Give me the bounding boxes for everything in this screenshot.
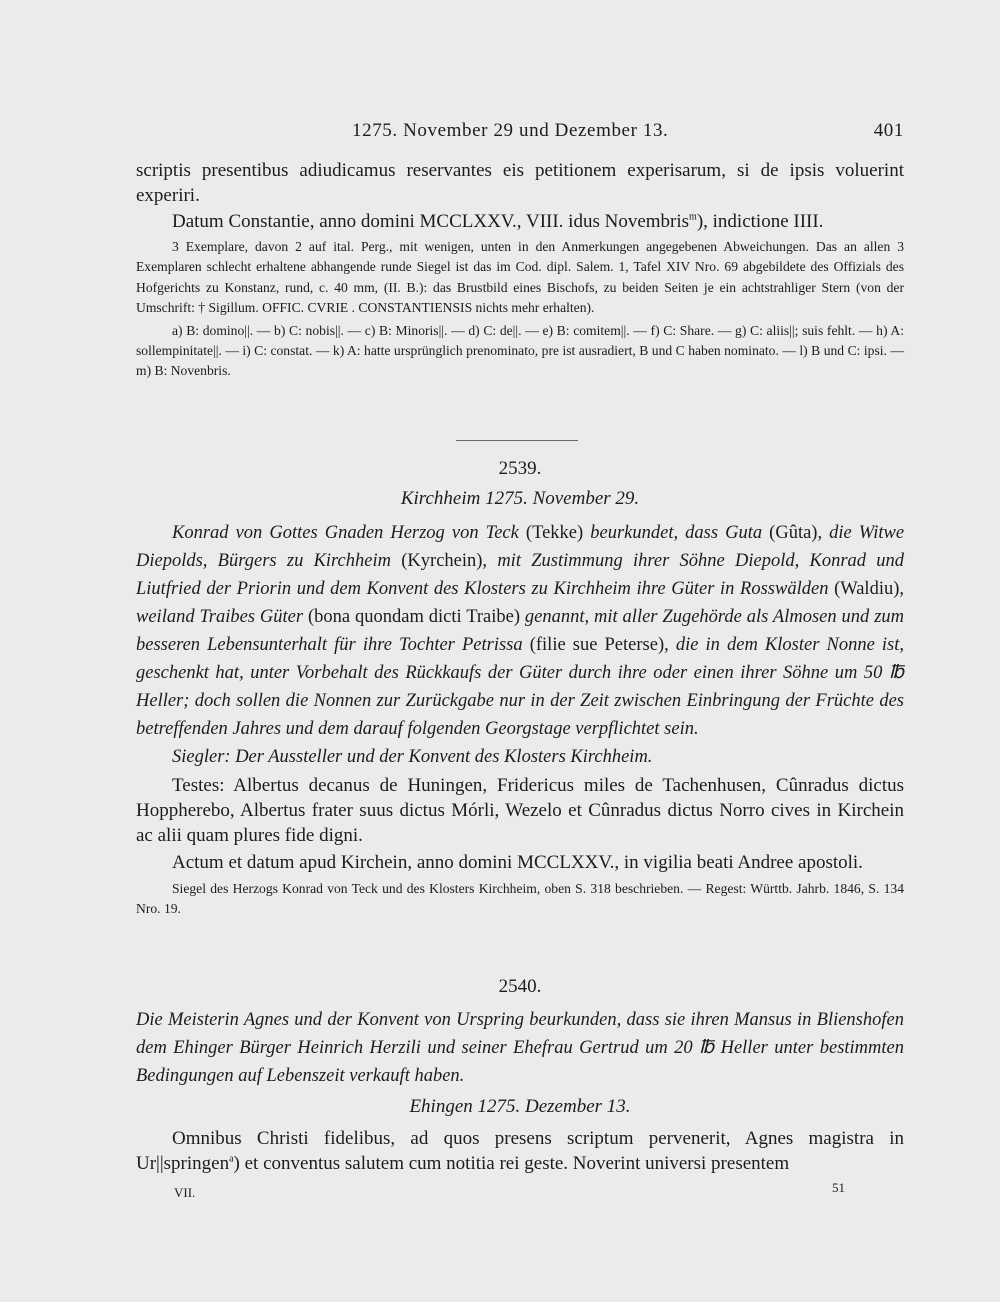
testes: Testes: Albertus decanus de Huningen, Fridericus miles de Tachenhusen, Cûnradus dictus Hoppherebo, Albertus frater suus dictus Mórli, Wezelo et Cûnradus dictus Norro cives in Kirchein ac alii quam plures fide digni.	[136, 775, 904, 846]
datum-line	[136, 209, 904, 234]
siegler-line	[136, 743, 904, 771]
variant-readings: a) B: domino||. — b) C: nobis||. — c) B: Minoris||. — d) C: de||. — e) B: comitem||. — f) C: Share. — g) C: aliis||; suis fehlt. — h) A: sollempinitate||. — i) C: constat. — k) A: hatte ursprünglich prenominato, pre ist ausradiert, B und C haben nominato. — l) B und C: ipsi. — m) B: Novenbris.	[136, 322, 904, 379]
sheet-number: 51	[832, 1180, 845, 1195]
sheet-signature: VII.	[174, 1185, 196, 1200]
document-2540	[136, 976, 904, 1176]
regest: Konrad von Gottes Gnaden Herzog von Teck (Tekke) beurkundet, dass Guta (Gûta), die Witwe Diepolds, Bürgers zu Kirchheim (Kyrchein), mit Zustimmung ihrer Söhne Diepold, Konrad und Liutfried der Priorin und dem Konvent des Klosters zu Kirchheim ihre Güter in Rosswälden (Waldiu), weiland Traibes Güter (bona quondam dicti Traibe) genannt, mit aller Zugehörde als Almosen und zum besseren Lebensunterhalt für ihre Tochter Petrissa (filie sue Peterse), die in dem Kloster Nonne ist, geschenkt hat, unter Vorbehalt des Rückkaufs der Güter durch ihre oder einen ihrer Söhne um 50 ℔ Heller; doch sollen die Nonnen zur Zurückgabe nur in der Zeit zwischen Einbringung der Früchte des betreffenden Jahres und dem darauf folgenden Georgstage verpflichtet sein.	[136, 523, 905, 739]
regest: Die Meisterin Agnes und der Konvent von Urspring beurkunden, dass sie ihren Mansus in Blienshofen dem Ehinger Bürger Heinrich Herzili und seiner Ehefrau Gertrud um 20 ℔ Heller unter bestimmten Bedingungen auf Lebenszeit verkauft haben.	[136, 1010, 904, 1086]
document-number: 2539.	[498, 458, 542, 479]
document-text: Omnibus Christi fidelibus, ad quos presens scriptum pervenerit, Agnes magistra in Ur||springen$^a$) et conventus salutem cum notitia rei geste. Noverint universi presentem	[136, 1128, 904, 1174]
datum-text: Datum Constantie, anno domini MCCLXXV., VIII. idus Novembris	[172, 211, 690, 232]
place-date: Kirchheim 1275. November 29.	[400, 488, 640, 509]
datum-tail: ), indictione IIII.	[696, 211, 824, 232]
archival-note: 3 Exemplare, davon 2 auf ital. Perg., mit wenigen, unten in den Anmerkungen angegebenen Abweichungen. Das an allen 3 Exemplaren schlecht erhaltene abhangende runde Siegel ist das im Cod. dipl. Salem. 1, Tafel XIV Nro. 69 abgebildete des Offizials des Hofgerichts zu Konstanz, rund, c. 40 mm, (II. B.): das Brustbild eines Bischofs, zu beiden Seiten je ein achtstrahliger Stern (von der Umschrift: † Sigillum. OFFIC. CVRIE . CONSTANTIENSIS nichts mehr erhalten).	[136, 239, 904, 316]
page-number: 401	[873, 120, 904, 141]
siegler-label: Siegler:	[172, 747, 231, 767]
datum-footnote-mark: m	[689, 211, 697, 223]
section-divider	[456, 440, 578, 441]
place-date: Ehingen 1275. Dezember 13.	[409, 1096, 631, 1117]
header-title: 1275. November 29 und Dezember 13.	[352, 120, 669, 141]
siegler-text: Der Aussteller und der Konvent des Klosters Kirchheim.	[235, 747, 653, 767]
document-2539	[136, 458, 904, 920]
footnote-mark: a	[229, 1153, 234, 1165]
document-number: 2540.	[498, 976, 542, 997]
actum-line: Actum et datum apud Kirchein, anno domini MCCLXXV., in vigilia beati Andree apostoli.	[172, 852, 863, 873]
seal-note: Siegel des Herzogs Konrad von Teck und des Klosters Kirchheim, oben S. 318 beschrieben. — Regest: Württb. Jahrb. 1846, S. 134 Nro. 19.	[136, 881, 904, 917]
previous-document-end	[136, 158, 904, 382]
text-continuation: scriptis presentibus adiudicamus reservantes eis petitionem experisarum, si de ipsis voluerint experiri.	[136, 160, 904, 206]
running-header	[136, 120, 904, 144]
